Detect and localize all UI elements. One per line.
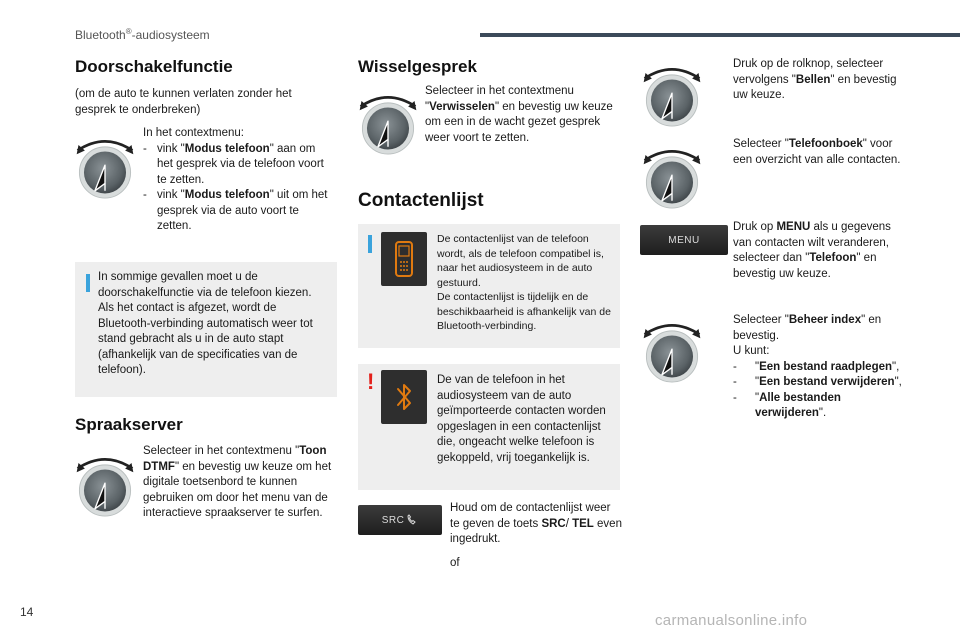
info-marker bbox=[86, 274, 90, 292]
page-number: 14 bbox=[20, 605, 34, 619]
phone-handset-icon bbox=[406, 514, 418, 526]
list-item: - "Een bestand raadplegen", bbox=[733, 360, 903, 376]
menu-button: MENU bbox=[640, 225, 728, 255]
warning-icon: ! bbox=[367, 369, 375, 394]
rotary-knob-icon bbox=[640, 314, 704, 388]
section-title-spraakserver: Spraakserver bbox=[75, 415, 183, 434]
wisselgesprek-text: Selecteer in het contextmenu "Verwisselen" en bevestig uw keuze om een in de wacht gezet gesprek weer voort te zetten. bbox=[425, 85, 613, 144]
list-item: - "Alle bestanden verwijderen". bbox=[733, 391, 903, 422]
src-button: SRC bbox=[358, 505, 442, 535]
src-instruction: Houd om de contactenlijst weer te geven de toets SRC/ TEL even ingedrukt. bbox=[450, 502, 622, 545]
header-title: Bluetooth®-audiosysteem bbox=[75, 27, 210, 42]
warning-text: De van de telefoon in het audiosysteem van de auto geïmporteerde contacten worden opgeslagen in een contactenlijst die, ongeacht welke telefoon is gekoppeld, vrij toegankelijk is. bbox=[437, 374, 606, 464]
contacts-info-text: De contactenlijst van de telefoon wordt, als de telefoon compatibel is, naar het audiosysteem in de auto gestuurd. De contactenlijst is tijdelijk en de beschikbaarheid is afhankelijk van de Bluetooth-verbinding. bbox=[437, 233, 611, 332]
spraakserver-text: Selecteer in het contextmenu "Toon DTMF" en bevestig uw keuze om het digitale toetsenbord te kunnen gebruiken om door het menu van de interactieve spraakserver te surfen. bbox=[143, 445, 332, 519]
header-bar bbox=[480, 33, 960, 37]
step-menu: Druk op MENU als u gegevens van contacten wilt veranderen, selecteer dan "Telefoon" en bevestig uw keuze. bbox=[733, 221, 891, 280]
section-title-wisselgesprek: Wisselgesprek bbox=[358, 57, 477, 76]
section-intro: (om de auto te kunnen verlaten zonder het gesprek te onderbreken) bbox=[75, 88, 292, 116]
list-item: - vink "Modus telefoon" uit om het gesprek via de auto voort te zetten. bbox=[143, 188, 333, 235]
rotary-knob-icon bbox=[356, 86, 420, 160]
or-text: of bbox=[450, 557, 460, 569]
list-item: - "Een bestand verwijderen", bbox=[733, 375, 903, 391]
rotary-knob-icon bbox=[640, 140, 704, 214]
info-text: In sommige gevallen moet u de doorschakelfunctie via de telefoon kiezen. Als het contact is afgezet, wordt de Bluetooth-verbinding automatisch weer tot stand gebracht als u in de auto stapt (afhankelijk van de specificaties van de telefoon). bbox=[98, 271, 313, 376]
watermark: carmanualsonline.info bbox=[655, 612, 808, 629]
info-marker bbox=[368, 235, 372, 253]
list-item: - vink "Modus telefoon" aan om het gesprek via de telefoon voort te zetten. bbox=[143, 142, 333, 189]
rotary-knob-icon bbox=[73, 448, 137, 522]
step-beheer-index: Selecteer "Beheer index" en bevestig. U kunt: - "Een bestand raadplegen", - "Een bestand verwijderen", - "Alle bestanden verwijderen". bbox=[733, 313, 903, 422]
step-bellen: Druk op de rolknop, selecteer vervolgens "Bellen" en bevestig uw keuze. bbox=[733, 58, 897, 101]
context-menu-instructions: In het contextmenu: - vink "Modus telefoon" aan om het gesprek via de telefoon voort te zetten. - vink "Modus telefoon" uit om het gesprek via de auto voort te zetten. bbox=[143, 126, 333, 235]
bluetooth-icon bbox=[381, 370, 427, 424]
phone-icon bbox=[381, 232, 427, 286]
section-title-doorschakelfunctie: Doorschakelfunctie bbox=[75, 57, 233, 76]
step-telefoonboek: Selecteer "Telefoonboek" voor een overzicht van alle contacten. bbox=[733, 138, 901, 166]
section-title-contactenlijst: Contactenlijst bbox=[358, 190, 484, 211]
rotary-knob-icon bbox=[640, 58, 704, 132]
rotary-knob-icon bbox=[73, 130, 137, 204]
